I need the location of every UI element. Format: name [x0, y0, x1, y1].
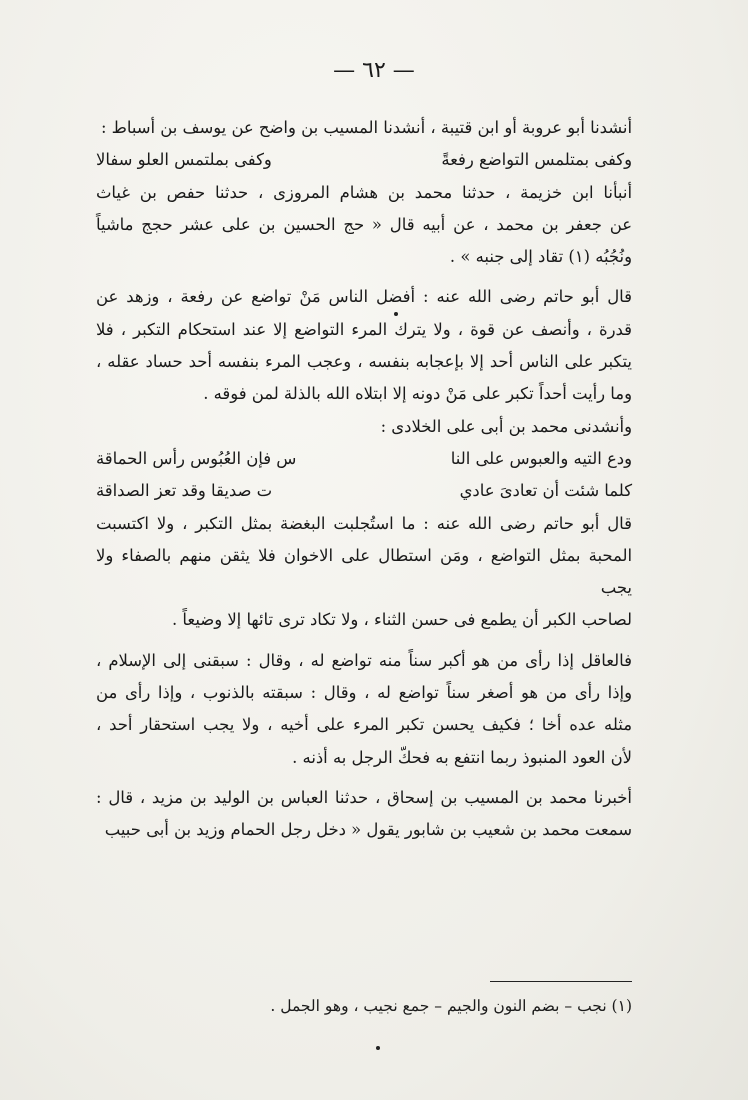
text-line: المحبة بمثل التواضع ، ومَن استطال على الاخوان فلا يثقن منهم بالصفاء ولا يجب	[96, 545, 632, 598]
text-line: لصاحب الكبر أن يطمع فى حسن الثناء ، ولا تكاد ترى تائها إلا وضيعاً .	[172, 610, 632, 630]
text-line: قال أبو حاتم رضى الله عنه : ما استُجلبت البغضة بمثل التكبر ، ولا اكتسبت	[96, 513, 632, 533]
text-line: وإذا رأى من هو أصغر سناً تواضع له ، وقال : سبقته بالذنوب ، وإذا رأى من	[96, 683, 632, 703]
page-body	[96, 112, 632, 847]
text-line: عن جعفر بن محمد ، عن أبيه قال « حج الحسين بن على عشر حجج ماشياً	[96, 214, 632, 234]
ink-speck	[394, 312, 398, 316]
ink-speck	[376, 1046, 380, 1050]
verse-second-hemistich: وكفى بملتمس العلو سفالا	[96, 150, 272, 170]
page-number: — ٦٢ —	[333, 58, 415, 83]
text-line: قدرة ، وأنصف عن قوة ، ولا يترك المرء التواضع إلا عند استحكام التكبر ، فلا	[96, 319, 632, 339]
verse-first-hemistich: ودع التيه والعبوس على النا	[450, 448, 632, 468]
text-line: ونُجُبُه (١) تقاد إلى جنبه » .	[449, 247, 632, 267]
text-line: يتكبر على الناس أحد إلا بإعجابه بنفسه ، وعجب المرء بنفسه أحد حساد عقله ،	[96, 352, 632, 372]
paragraph	[96, 782, 632, 847]
text-line: وما رأيت أحداً تكبر على مَنْ دونه إلا ابتلاه الله بالذلة لمن فوقه .	[203, 384, 632, 404]
paragraph	[96, 411, 632, 443]
verse-second-hemistich: س فإن العُبُوس رأس الحماقة	[96, 448, 297, 468]
paragraph	[96, 508, 632, 637]
paragraph	[96, 645, 632, 774]
paragraph	[96, 112, 632, 144]
poem-verse	[96, 443, 632, 475]
text-line: فالعاقل إذا رأى من هو أكبر سناً منه تواضع له ، وقال : سبقنى إلى الإسلام ،	[96, 650, 632, 670]
footnote-divider	[490, 981, 632, 982]
paragraph	[96, 177, 632, 274]
text-line: أنشدنا أبو عروبة أو ابن قتيبة ، أنشدنا المسيب بن واضح عن يوسف بن أسباط :	[100, 118, 632, 137]
text-line: أنبأنا ابن خزيمة ، حدثنا محمد بن هشام المروزى ، حدثنا حفص بن غياث	[96, 182, 632, 202]
verse-first-hemistich: كلما شئت أن تعادىَ عادي	[459, 481, 632, 501]
footnote: (١) نجب – بضم النون والجيم – جمع نجيب ، وهو الجمل .	[270, 997, 632, 1015]
text-line: سمعت محمد بن شعيب بن شابور يقول « دخل رجل الحمام وزيد بن أبى حبيب	[104, 820, 632, 840]
paragraph	[96, 281, 632, 410]
text-line: وأنشدنى محمد بن أبى على الخلادى :	[380, 416, 632, 436]
verse-second-hemistich: ت صديقا وقد تعز الصداقة	[96, 481, 273, 501]
text-line: أخبرنا محمد بن المسيب بن إسحاق ، حدثنا العباس بن الوليد بن مزيد ، قال :	[96, 787, 632, 807]
text-line: قال أبو حاتم رضى الله عنه : أفضل الناس مَنْ تواضع عن رفعة ، وزهد عن	[96, 287, 632, 307]
poem-verse	[96, 144, 632, 176]
poem-verse	[96, 475, 632, 507]
text-line: لأن العود المنبوذ ربما انتفع به فحكّ الرجل به أذنه .	[292, 747, 632, 767]
text-line: مثله عده أخا ؛ فكيف يحسن تكبر المرء على أخيه ، ولا يجب استحقار أحد ،	[96, 715, 632, 735]
verse-first-hemistich: وكفى بمتلمس التواضع رفعةً	[441, 150, 632, 170]
